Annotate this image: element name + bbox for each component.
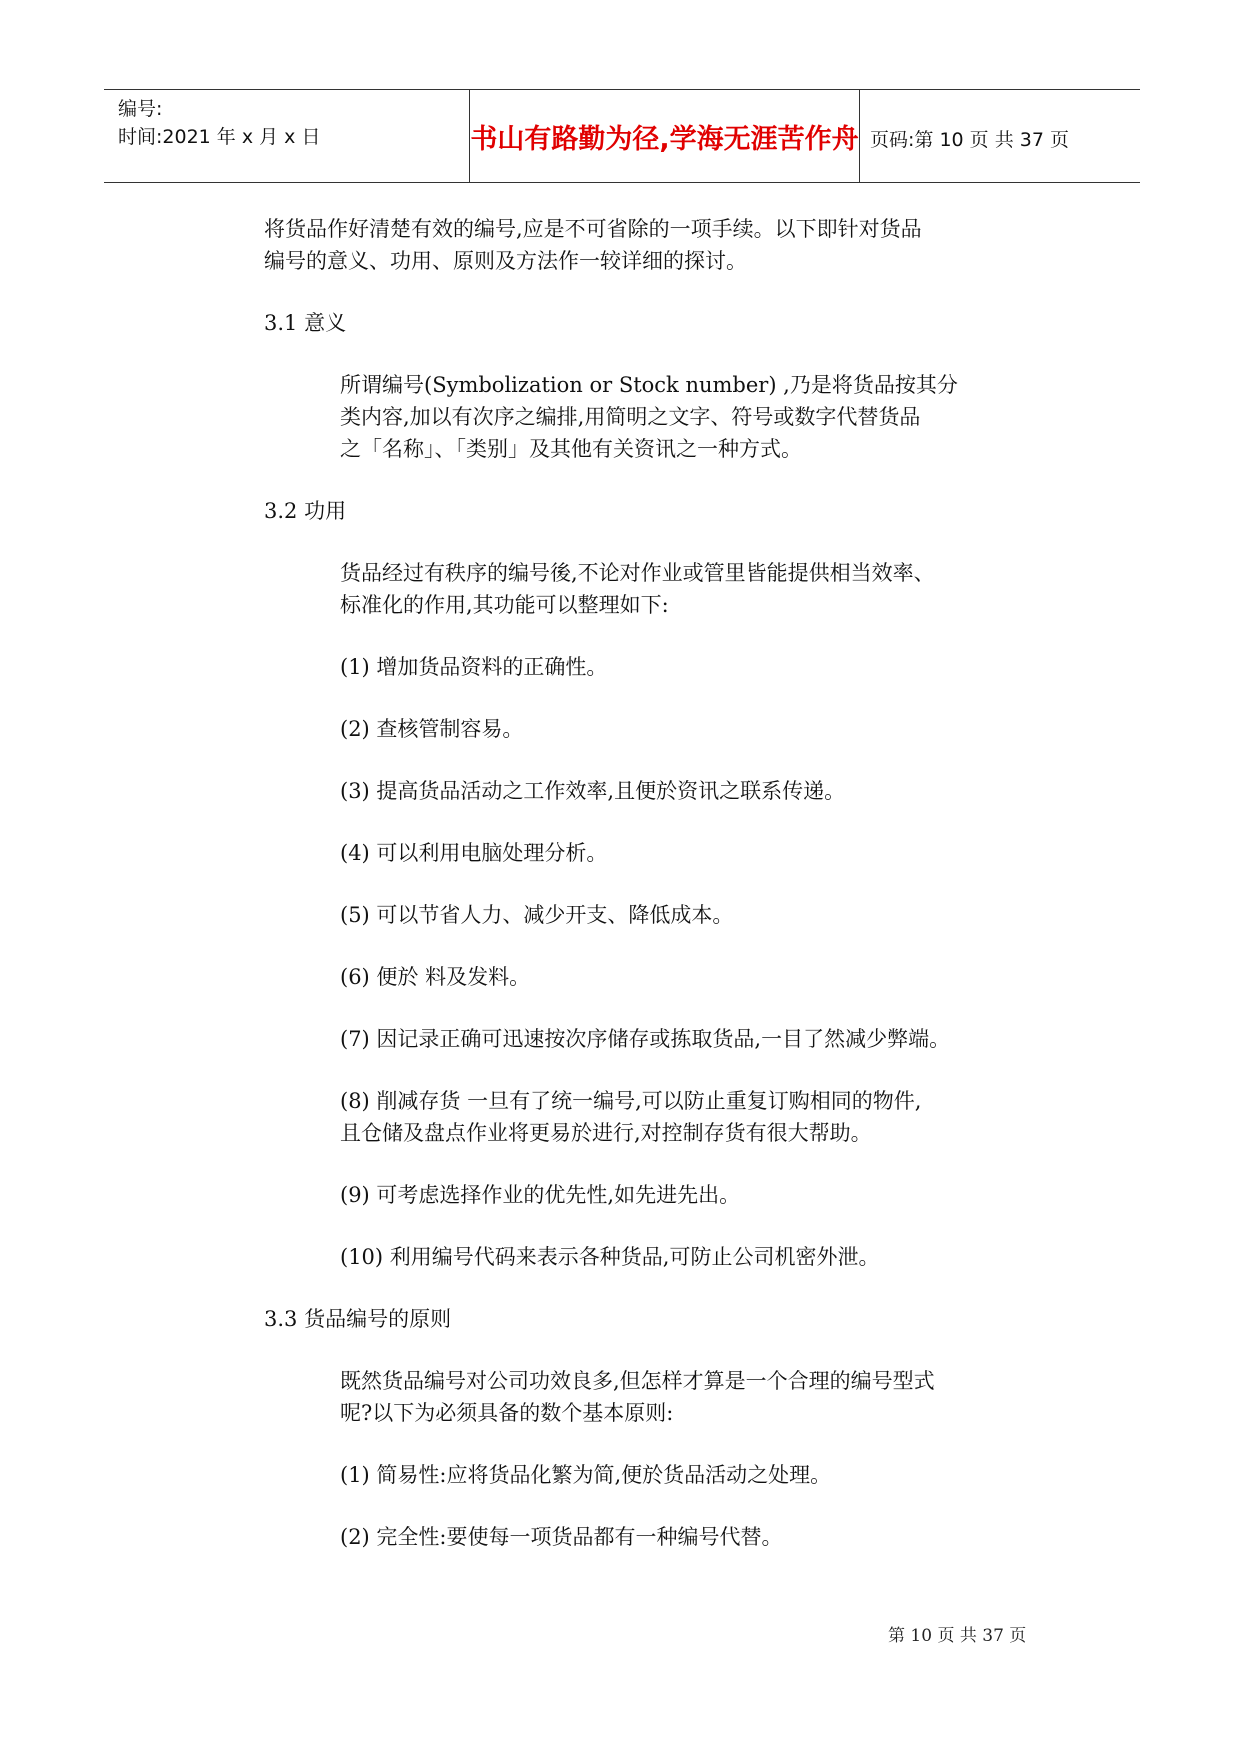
- number-label: 编号:: [118, 98, 163, 120]
- intro-line: 将货品作好清楚有效的编号,应是不可省除的一项手续。以下即针对货品: [264, 217, 922, 241]
- footer-page-number: 第 10 页 共 37 页: [888, 1626, 1027, 1646]
- header-motto: 书山有路勤为径,学海无涯苦作舟: [470, 124, 859, 155]
- s32-line: 货品经过有秩序的编号後,不论对作业或管里皆能提供相当效率、: [340, 561, 935, 585]
- section-heading-3-3: 3.3 货品编号的原则: [264, 1307, 452, 1331]
- list-item: (1) 增加货品资料的正确性。: [340, 655, 608, 679]
- list-item: (4) 可以利用电脑处理分析。: [340, 841, 608, 865]
- list-item: (7) 因记录正确可迅速按次序储存或拣取货品,一目了然减少弊端。: [340, 1027, 951, 1051]
- s33-line: 既然货品编号对公司功效良多,但怎样才算是一个合理的编号型式: [340, 1369, 935, 1393]
- time-label: 时间:2021 年 x 月 x 日: [118, 126, 321, 148]
- list-item: (10) 利用编号代码来表示各种货品,可防止公司机密外泄。: [340, 1245, 880, 1269]
- s31-line: 之「名称」、「类别」及其他有关资讯之一种方式。: [340, 437, 802, 461]
- list-item: (3) 提高货品活动之工作效率,且便於资讯之联系传递。: [340, 779, 846, 803]
- list-item: (6) 便於 料及发料。: [340, 965, 531, 989]
- intro-line: 编号的意义、功用、原则及方法作一较详细的探讨。: [264, 249, 747, 273]
- header-meta: [118, 90, 468, 182]
- s33-line: 呢?以下为必须具备的数个基本原则:: [340, 1401, 674, 1425]
- list-item: (8) 削减存货 一旦有了统一编号,可以防止重复订购相同的物件,: [340, 1089, 922, 1113]
- list-item: (2) 完全性:要使每一项货品都有一种编号代替。: [340, 1525, 783, 1549]
- page-header: [104, 89, 1140, 183]
- list-item: (1) 简易性:应将货品化繁为简,便於货品活动之处理。: [340, 1463, 832, 1487]
- section-heading-3-1: 3.1 意义: [264, 311, 347, 335]
- s31-line: 类内容,加以有次序之编排,用简明之文字、符号或数字代替货品: [340, 405, 921, 429]
- list-item: (2) 查核管制容易。: [340, 717, 524, 741]
- s32-line: 标准化的作用,其功能可以整理如下:: [340, 593, 669, 617]
- list-item-continuation: 且仓储及盘点作业将更易於进行,对控制存货有很大帮助。: [340, 1121, 872, 1145]
- section-heading-3-2: 3.2 功用: [264, 499, 347, 523]
- s31-line: 所谓编号(Symbolization or Stock number) ,乃是将货品按其分: [340, 373, 958, 397]
- header-divider: [859, 90, 860, 182]
- list-item: (9) 可考虑选择作业的优先性,如先进先出。: [340, 1183, 741, 1207]
- list-item: (5) 可以节省人力、减少开支、降低成本。: [340, 903, 734, 927]
- header-page-number: 页码:第 10 页 共 37 页: [870, 129, 1069, 151]
